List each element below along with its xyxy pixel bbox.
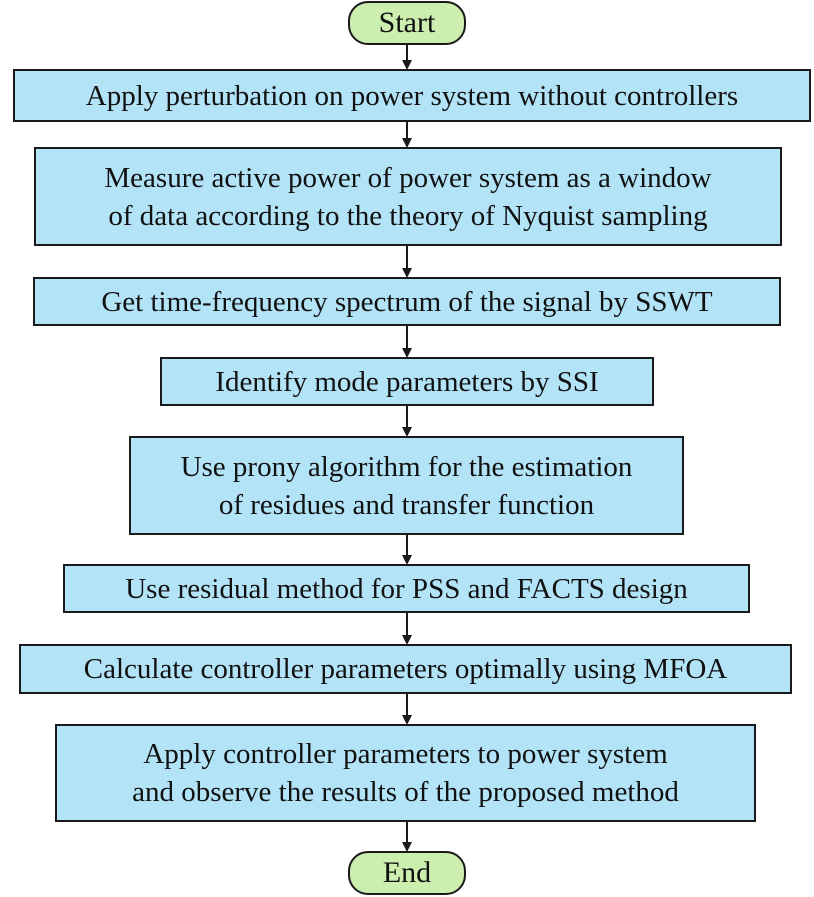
step-calculate-controller-parameters: [19, 644, 792, 694]
end-label: End: [382, 856, 432, 889]
step-3-line-1: Get time-frequency spectrum of the signal by SSWT: [101, 285, 713, 318]
step-5-line-2: of residues and transfer function: [218, 488, 595, 521]
step-2-line-1: Measure active power of power system as a window: [104, 161, 712, 194]
step-measure-active-power: [34, 147, 782, 246]
step-5-line-1: Use prony algorithm for the estimation: [180, 450, 633, 483]
start-label: Start: [378, 6, 436, 39]
step-2-line-2: of data according to the theory of Nyquist sampling: [108, 199, 708, 232]
step-identify-mode-parameters: [160, 357, 654, 406]
step-4-line-1: Identify mode parameters by SSI: [215, 365, 599, 398]
step-7-line-1: Calculate controller parameters optimally using MFOA: [83, 653, 728, 685]
step-time-frequency-spectrum: [33, 277, 781, 326]
step-6-line-1: Use residual method for PSS and FACTS design: [125, 572, 688, 605]
step-1-line-1: Apply perturbation on power system without controllers: [85, 79, 739, 112]
step-prony-algorithm: [129, 436, 684, 535]
start-terminal: [348, 1, 466, 45]
step-residual-method: [63, 564, 750, 613]
step-apply-controller-parameters: [55, 724, 756, 822]
step-apply-perturbation: [13, 69, 811, 122]
step-8-line-1: Apply controller parameters to power system: [143, 738, 668, 770]
step-8-line-2: and observe the results of the proposed method: [132, 776, 679, 808]
end-terminal: [348, 851, 466, 895]
